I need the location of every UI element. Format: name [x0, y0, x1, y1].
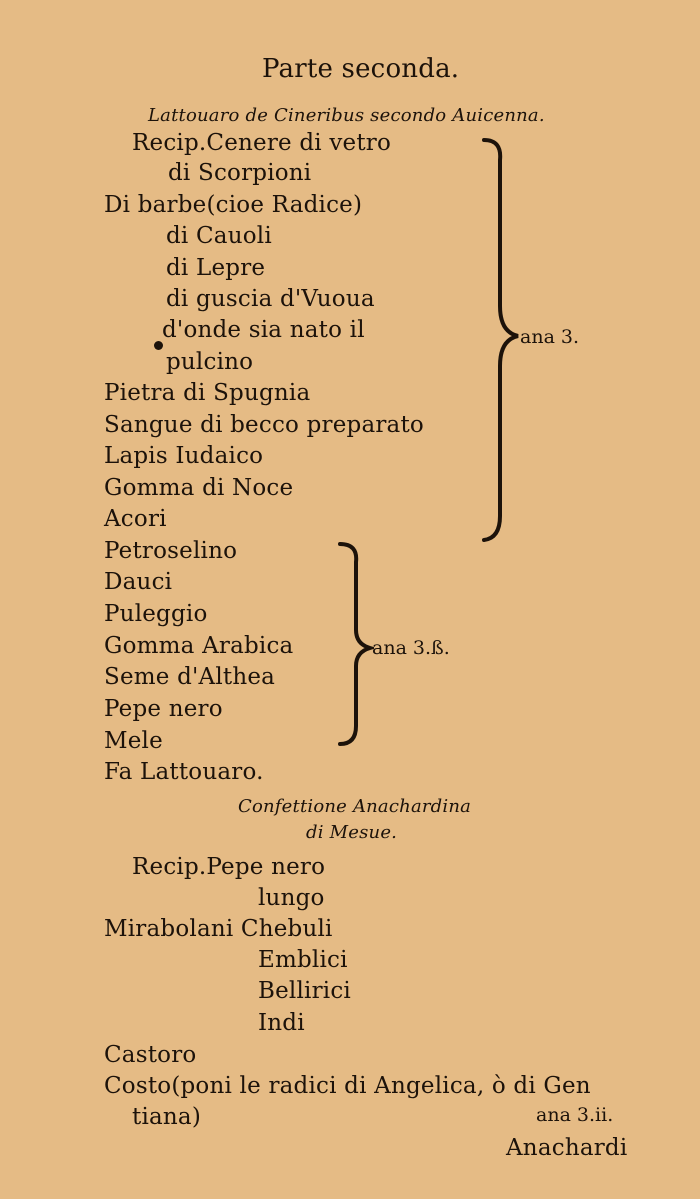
ingredient-line: Recip.Pepe nero [132, 854, 326, 880]
ingredient-line: tiana) [132, 1104, 202, 1130]
page-heading: Parte seconda. [262, 54, 460, 84]
ingredient-line: Costo(poni le radici di Angelica, ò di Gen [104, 1073, 591, 1099]
ingredient-line: Di barbe(cioe Radice) [104, 192, 363, 218]
ingredient-line: Bellirici [258, 978, 351, 1004]
ingredient-line: Seme d'Althea [104, 664, 276, 690]
ingredient-line: Indi [258, 1010, 305, 1036]
quantity-label: ana 3.ii. [536, 1104, 614, 1126]
ink-blot-icon [154, 341, 163, 350]
ingredient-line: Petroselino [104, 538, 238, 564]
ingredient-line: di Cauoli [166, 223, 272, 249]
ingredient-line: Recip.Cenere di vetro [132, 130, 392, 156]
ingredient-line: Mirabolani Chebuli [104, 916, 333, 942]
ingredient-line: Pietra di Spugnia [104, 380, 311, 406]
ingredient-line: Sangue di becco preparato [104, 412, 424, 438]
ingredient-line: di guscia d'Vuoua [166, 286, 375, 312]
quantity-label: ana 3.ß. [372, 637, 450, 659]
recipe-title-lattouaro: Lattouaro de Cineribus secondo Auicenna. [148, 105, 545, 126]
ingredient-line: d'onde sia nato il [162, 317, 365, 343]
ingredient-line: Castoro [104, 1042, 197, 1068]
ingredient-line: Dauci [104, 569, 173, 595]
quantity-label: ana 3. [520, 326, 580, 348]
recipe-title-confettione: Confettione Anachardina [238, 796, 472, 817]
ingredient-line: Pepe nero [104, 696, 223, 722]
ingredient-line: di Scorpioni [168, 160, 312, 186]
ingredient-line: Gomma di Noce [104, 475, 294, 501]
ingredient-line: Lapis Iudaico [104, 443, 264, 469]
ingredient-line: di Lepre [166, 255, 266, 281]
ingredient-line: Puleggio [104, 601, 208, 627]
curly-brace-icon [334, 540, 374, 750]
ingredient-line: lungo [258, 885, 325, 911]
ingredient-line: Emblici [258, 947, 348, 973]
ingredient-line: Anachardi [506, 1135, 628, 1161]
recipe-title-confettione-author: di Mesue. [306, 822, 398, 843]
recipe-instruction: Fa Lattouaro. [104, 759, 264, 785]
ingredient-line: Acori [104, 506, 167, 532]
ingredient-line: Gomma Arabica [104, 633, 294, 659]
ingredient-line: pulcino [166, 349, 254, 375]
ingredient-line: Mele [104, 728, 163, 754]
